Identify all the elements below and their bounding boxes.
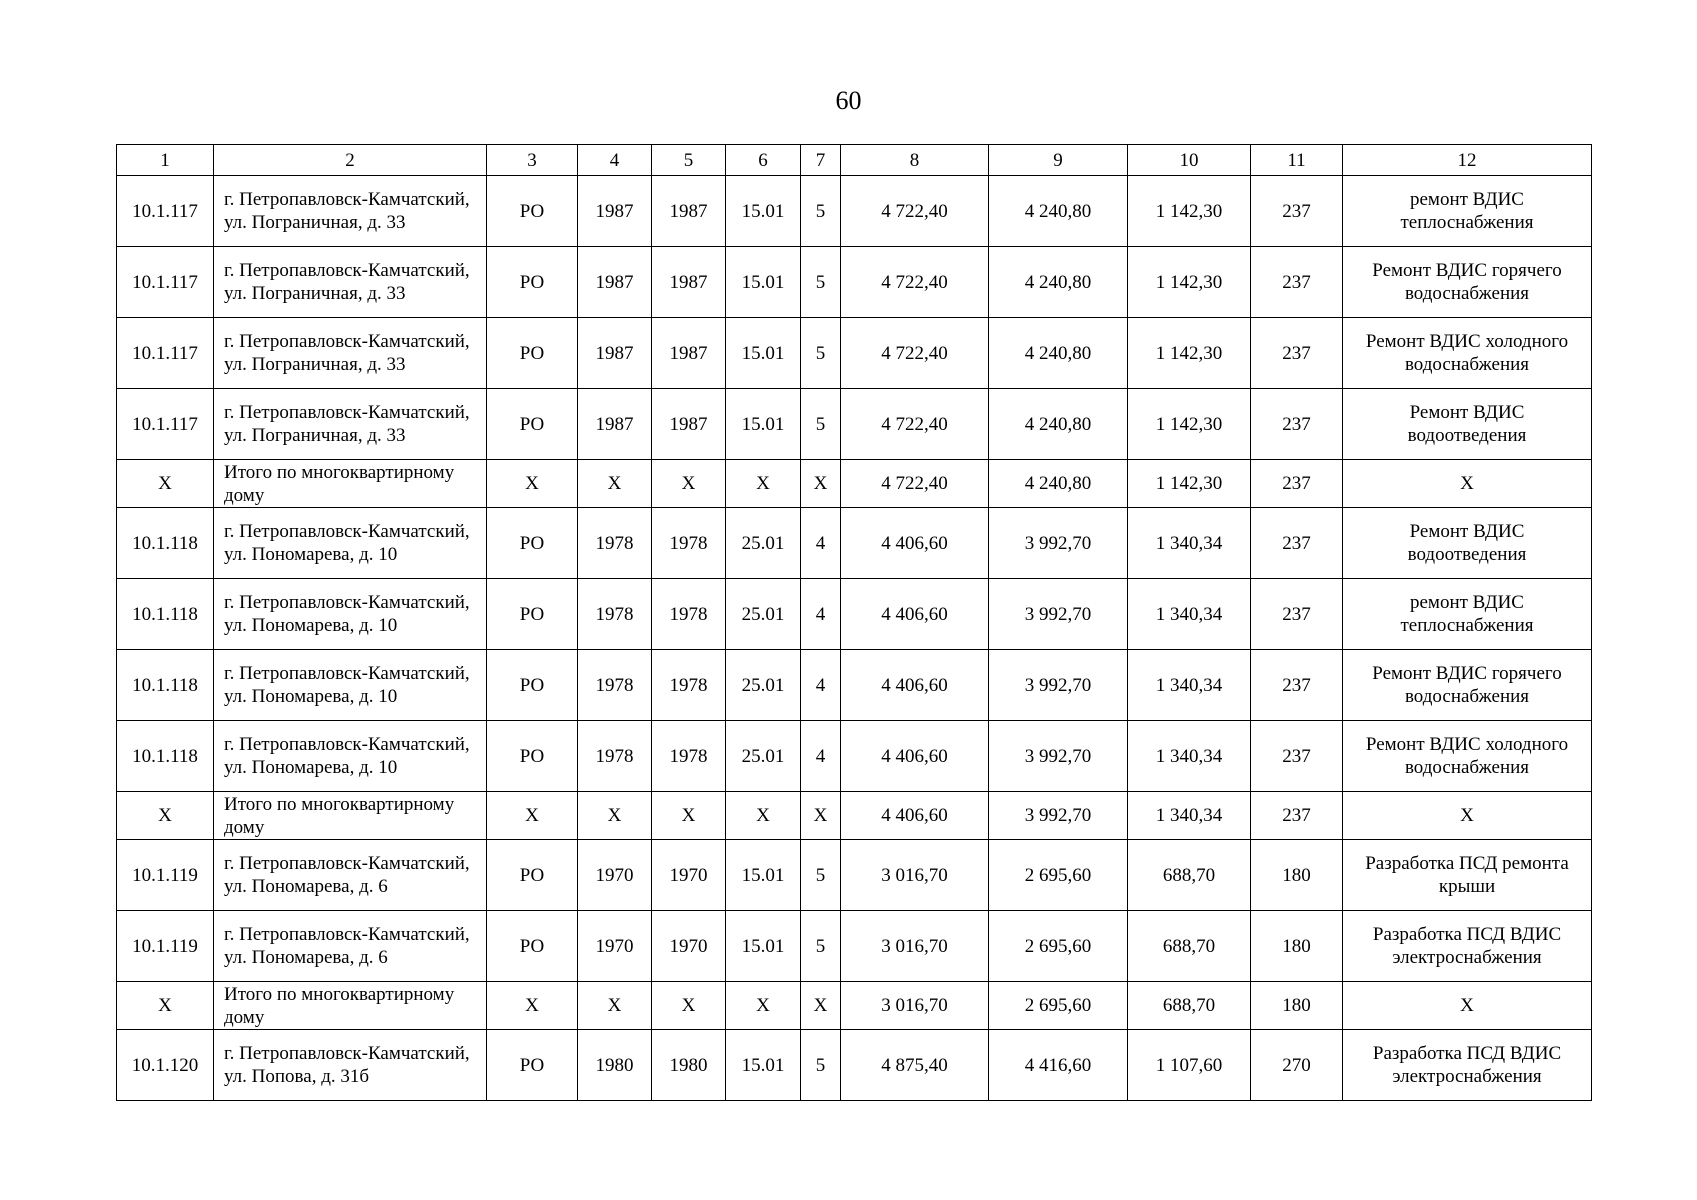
col-area-3-cell: 1 340,34 — [1128, 792, 1251, 840]
col-work-type-cell: Х — [1343, 982, 1592, 1030]
col-total-area-cell: 4 406,60 — [841, 721, 989, 792]
col-area-3-cell: 1 142,30 — [1128, 460, 1251, 508]
col-year-commissioned-cell: 1970 — [652, 840, 726, 911]
col-year-commissioned-cell: 1987 — [652, 318, 726, 389]
col-type-cell: РО — [487, 176, 578, 247]
header-cell-4: 4 — [578, 145, 652, 176]
table-row — [117, 508, 1592, 579]
col-address-cell: г. Петропавловск-Камчатский, ул. Пономарева, д. 10 — [214, 721, 487, 792]
col-address-cell: г. Петропавловск-Камчатский, ул. Пограничная, д. 33 — [214, 176, 487, 247]
col-living-area-cell: 3 992,70 — [989, 579, 1128, 650]
col-year-commissioned-cell: Х — [652, 460, 726, 508]
table-row — [117, 1030, 1592, 1101]
col-year-commissioned-cell: 1987 — [652, 176, 726, 247]
col-area-3-cell: 688,70 — [1128, 982, 1251, 1030]
col-work-type-cell: Х — [1343, 460, 1592, 508]
col-total-area-cell: 4 722,40 — [841, 176, 989, 247]
table-row — [117, 247, 1592, 318]
col-floors-cell: 5 — [801, 247, 841, 318]
col-residents-cell: 237 — [1251, 176, 1343, 247]
col-floors-cell: Х — [801, 792, 841, 840]
col-address-cell: г. Петропавловск-Камчатский, ул. Пономарева, д. 6 — [214, 840, 487, 911]
col-year-commissioned-cell: 1970 — [652, 911, 726, 982]
header-row — [117, 145, 1592, 176]
col-area-3-cell: 1 142,30 — [1128, 176, 1251, 247]
col-work-type-cell: Разработка ПСД ВДИС электроснабжения — [1343, 1030, 1592, 1101]
col-work-type-cell: Разработка ПСД ремонта крыши — [1343, 840, 1592, 911]
col-number-cell: 10.1.117 — [117, 389, 214, 460]
col-floors-cell: 4 — [801, 650, 841, 721]
col-work-type-cell: Разработка ПСД ВДИС электроснабжения — [1343, 911, 1592, 982]
col-living-area-cell: 4 240,80 — [989, 318, 1128, 389]
col-type-cell: РО — [487, 318, 578, 389]
header-cell-2: 2 — [214, 145, 487, 176]
col-total-area-cell: 3 016,70 — [841, 911, 989, 982]
col-work-type-cell: ремонт ВДИС теплоснабжения — [1343, 579, 1592, 650]
col-number-cell: 10.1.117 — [117, 247, 214, 318]
col-residents-cell: 237 — [1251, 650, 1343, 721]
col-address-cell: г. Петропавловск-Камчатский, ул. Пограничная, д. 33 — [214, 247, 487, 318]
col-wall-code-cell: 15.01 — [726, 176, 801, 247]
col-type-cell: РО — [487, 1030, 578, 1101]
col-year-built-cell: Х — [578, 460, 652, 508]
header-cell-1: 1 — [117, 145, 214, 176]
col-wall-code-cell: 25.01 — [726, 508, 801, 579]
col-address-cell: Итого по многоквартирному дому — [214, 460, 487, 508]
total-row — [117, 792, 1592, 840]
header-cell-9: 9 — [989, 145, 1128, 176]
col-floors-cell: 5 — [801, 318, 841, 389]
col-year-commissioned-cell: Х — [652, 982, 726, 1030]
col-living-area-cell: 4 240,80 — [989, 176, 1128, 247]
table-row — [117, 650, 1592, 721]
col-area-3-cell: 1 142,30 — [1128, 318, 1251, 389]
col-year-built-cell: 1970 — [578, 911, 652, 982]
col-type-cell: РО — [487, 721, 578, 792]
col-year-built-cell: 1970 — [578, 840, 652, 911]
col-address-cell: г. Петропавловск-Камчатский, ул. Попова, д. 31б — [214, 1030, 487, 1101]
table-row — [117, 579, 1592, 650]
col-type-cell: РО — [487, 579, 578, 650]
col-work-type-cell: Ремонт ВДИС холодного водоснабжения — [1343, 721, 1592, 792]
col-area-3-cell: 1 340,34 — [1128, 650, 1251, 721]
table-row — [117, 318, 1592, 389]
col-wall-code-cell: 15.01 — [726, 247, 801, 318]
col-residents-cell: 237 — [1251, 792, 1343, 840]
col-living-area-cell: 4 240,80 — [989, 460, 1128, 508]
col-wall-code-cell: Х — [726, 982, 801, 1030]
col-address-cell: Итого по многоквартирному дому — [214, 982, 487, 1030]
col-living-area-cell: 4 240,80 — [989, 247, 1128, 318]
col-area-3-cell: 1 142,30 — [1128, 389, 1251, 460]
col-type-cell: РО — [487, 389, 578, 460]
col-residents-cell: 237 — [1251, 508, 1343, 579]
col-year-commissioned-cell: 1978 — [652, 721, 726, 792]
col-area-3-cell: 688,70 — [1128, 840, 1251, 911]
col-residents-cell: 237 — [1251, 460, 1343, 508]
header-cell-7: 7 — [801, 145, 841, 176]
col-year-commissioned-cell: 1987 — [652, 389, 726, 460]
col-total-area-cell: 4 722,40 — [841, 389, 989, 460]
col-living-area-cell: 3 992,70 — [989, 721, 1128, 792]
col-type-cell: РО — [487, 911, 578, 982]
col-year-built-cell: 1987 — [578, 176, 652, 247]
col-work-type-cell: Ремонт ВДИС холодного водоснабжения — [1343, 318, 1592, 389]
col-number-cell: 10.1.117 — [117, 318, 214, 389]
col-total-area-cell: 4 406,60 — [841, 508, 989, 579]
col-wall-code-cell: 15.01 — [726, 318, 801, 389]
col-year-built-cell: 1987 — [578, 247, 652, 318]
col-number-cell: Х — [117, 792, 214, 840]
table-row — [117, 389, 1592, 460]
col-type-cell: РО — [487, 840, 578, 911]
col-living-area-cell: 3 992,70 — [989, 792, 1128, 840]
col-year-built-cell: 1987 — [578, 389, 652, 460]
col-work-type-cell: Ремонт ВДИС водоотведения — [1343, 389, 1592, 460]
col-total-area-cell: 4 406,60 — [841, 579, 989, 650]
col-wall-code-cell: 25.01 — [726, 650, 801, 721]
col-year-built-cell: Х — [578, 792, 652, 840]
col-floors-cell: 4 — [801, 508, 841, 579]
col-type-cell: РО — [487, 508, 578, 579]
col-year-built-cell: Х — [578, 982, 652, 1030]
col-living-area-cell: 4 416,60 — [989, 1030, 1128, 1101]
col-residents-cell: 180 — [1251, 982, 1343, 1030]
table-row — [117, 911, 1592, 982]
col-number-cell: 10.1.119 — [117, 911, 214, 982]
col-type-cell: РО — [487, 247, 578, 318]
col-number-cell: 10.1.118 — [117, 579, 214, 650]
col-residents-cell: 237 — [1251, 389, 1343, 460]
col-address-cell: г. Петропавловск-Камчатский, ул. Пономарева, д. 6 — [214, 911, 487, 982]
col-wall-code-cell: Х — [726, 792, 801, 840]
col-address-cell: Итого по многоквартирному дому — [214, 792, 487, 840]
col-wall-code-cell: 15.01 — [726, 1030, 801, 1101]
table-body — [117, 145, 1592, 1101]
col-area-3-cell: 688,70 — [1128, 911, 1251, 982]
col-living-area-cell: 2 695,60 — [989, 911, 1128, 982]
col-total-area-cell: 4 722,40 — [841, 460, 989, 508]
col-floors-cell: Х — [801, 460, 841, 508]
col-year-commissioned-cell: 1978 — [652, 508, 726, 579]
col-total-area-cell: 4 722,40 — [841, 247, 989, 318]
col-year-commissioned-cell: 1987 — [652, 247, 726, 318]
col-total-area-cell: 4 722,40 — [841, 318, 989, 389]
col-total-area-cell: 3 016,70 — [841, 982, 989, 1030]
total-row — [117, 460, 1592, 508]
col-area-3-cell: 1 340,34 — [1128, 508, 1251, 579]
col-residents-cell: 237 — [1251, 579, 1343, 650]
col-floors-cell: Х — [801, 982, 841, 1030]
col-year-built-cell: 1978 — [578, 721, 652, 792]
col-wall-code-cell: Х — [726, 460, 801, 508]
col-total-area-cell: 4 875,40 — [841, 1030, 989, 1101]
col-floors-cell: 4 — [801, 721, 841, 792]
col-wall-code-cell: 15.01 — [726, 911, 801, 982]
col-living-area-cell: 2 695,60 — [989, 840, 1128, 911]
col-number-cell: 10.1.118 — [117, 650, 214, 721]
col-year-built-cell: 1978 — [578, 650, 652, 721]
col-wall-code-cell: 15.01 — [726, 840, 801, 911]
col-living-area-cell: 3 992,70 — [989, 508, 1128, 579]
col-number-cell: 10.1.118 — [117, 721, 214, 792]
col-type-cell: Х — [487, 792, 578, 840]
register-table — [116, 144, 1592, 1101]
col-work-type-cell: ремонт ВДИС теплоснабжения — [1343, 176, 1592, 247]
col-number-cell: 10.1.118 — [117, 508, 214, 579]
col-wall-code-cell: 25.01 — [726, 721, 801, 792]
col-year-commissioned-cell: 1978 — [652, 650, 726, 721]
col-area-3-cell: 1 340,34 — [1128, 579, 1251, 650]
col-number-cell: 10.1.117 — [117, 176, 214, 247]
col-floors-cell: 5 — [801, 840, 841, 911]
page-number: 60 — [835, 86, 862, 115]
col-address-cell: г. Петропавловск-Камчатский, ул. Пономарева, д. 10 — [214, 508, 487, 579]
col-number-cell: Х — [117, 982, 214, 1030]
col-residents-cell: 237 — [1251, 721, 1343, 792]
header-cell-12: 12 — [1343, 145, 1592, 176]
header-cell-3: 3 — [487, 145, 578, 176]
col-wall-code-cell: 15.01 — [726, 389, 801, 460]
col-type-cell: РО — [487, 650, 578, 721]
col-year-built-cell: 1980 — [578, 1030, 652, 1101]
table-row — [117, 176, 1592, 247]
col-work-type-cell: Ремонт ВДИС горячего водоснабжения — [1343, 247, 1592, 318]
col-type-cell: Х — [487, 460, 578, 508]
col-year-built-cell: 1978 — [578, 579, 652, 650]
col-year-commissioned-cell: 1978 — [652, 579, 726, 650]
col-year-built-cell: 1987 — [578, 318, 652, 389]
col-area-3-cell: 1 340,34 — [1128, 721, 1251, 792]
col-total-area-cell: 4 406,60 — [841, 792, 989, 840]
col-number-cell: 10.1.119 — [117, 840, 214, 911]
col-living-area-cell: 4 240,80 — [989, 389, 1128, 460]
col-living-area-cell: 3 992,70 — [989, 650, 1128, 721]
col-work-type-cell: Ремонт ВДИС водоотведения — [1343, 508, 1592, 579]
col-wall-code-cell: 25.01 — [726, 579, 801, 650]
col-address-cell: г. Петропавловск-Камчатский, ул. Пограничная, д. 33 — [214, 389, 487, 460]
col-floors-cell: 5 — [801, 176, 841, 247]
col-year-commissioned-cell: 1980 — [652, 1030, 726, 1101]
col-total-area-cell: 4 406,60 — [841, 650, 989, 721]
header-cell-5: 5 — [652, 145, 726, 176]
col-type-cell: Х — [487, 982, 578, 1030]
col-address-cell: г. Петропавловск-Камчатский, ул. Пономарева, д. 10 — [214, 650, 487, 721]
header-cell-10: 10 — [1128, 145, 1251, 176]
col-year-built-cell: 1978 — [578, 508, 652, 579]
col-total-area-cell: 3 016,70 — [841, 840, 989, 911]
total-row — [117, 982, 1592, 1030]
col-area-3-cell: 1 107,60 — [1128, 1030, 1251, 1101]
header-cell-8: 8 — [841, 145, 989, 176]
col-residents-cell: 237 — [1251, 318, 1343, 389]
col-work-type-cell: Х — [1343, 792, 1592, 840]
header-cell-6: 6 — [726, 145, 801, 176]
header-cell-11: 11 — [1251, 145, 1343, 176]
col-number-cell: 10.1.120 — [117, 1030, 214, 1101]
col-address-cell: г. Петропавловск-Камчатский, ул. Пограничная, д. 33 — [214, 318, 487, 389]
col-number-cell: Х — [117, 460, 214, 508]
col-residents-cell: 237 — [1251, 247, 1343, 318]
col-floors-cell: 4 — [801, 579, 841, 650]
table-row — [117, 721, 1592, 792]
col-area-3-cell: 1 142,30 — [1128, 247, 1251, 318]
col-residents-cell: 180 — [1251, 840, 1343, 911]
col-work-type-cell: Ремонт ВДИС горячего водоснабжения — [1343, 650, 1592, 721]
col-floors-cell: 5 — [801, 389, 841, 460]
col-floors-cell: 5 — [801, 911, 841, 982]
table-row — [117, 840, 1592, 911]
col-floors-cell: 5 — [801, 1030, 841, 1101]
col-residents-cell: 180 — [1251, 911, 1343, 982]
col-living-area-cell: 2 695,60 — [989, 982, 1128, 1030]
col-year-commissioned-cell: Х — [652, 792, 726, 840]
col-residents-cell: 270 — [1251, 1030, 1343, 1101]
col-address-cell: г. Петропавловск-Камчатский, ул. Пономарева, д. 10 — [214, 579, 487, 650]
